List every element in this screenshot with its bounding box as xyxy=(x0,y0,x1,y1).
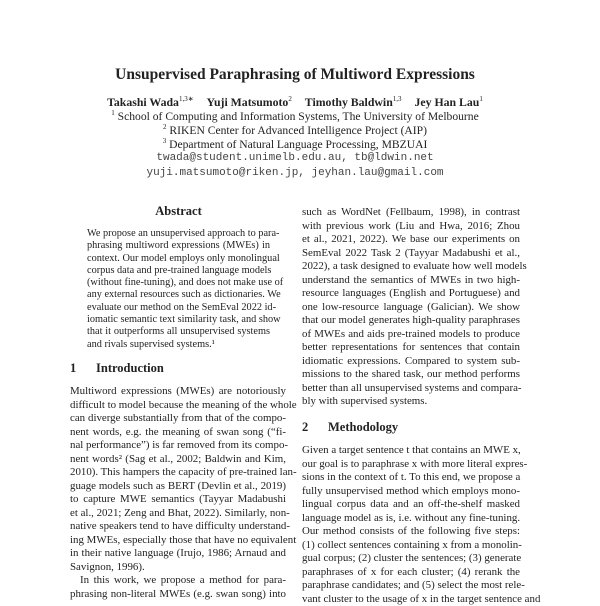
text-line: et al., 2021, 2022). We base our experiments on xyxy=(302,233,520,247)
text-line: We propose an unsupervised approach to para- xyxy=(87,228,270,240)
author-name: Takashi Wada xyxy=(107,95,179,109)
author-name: Jey Han Lau xyxy=(414,95,479,109)
text-line: Our method consists of the following five steps: xyxy=(302,525,520,539)
section-heading-introduction xyxy=(70,361,164,376)
text-line: language model as is, i.e. without any fine-tuning. xyxy=(302,512,520,526)
affiliation xyxy=(0,124,590,137)
text-line: (without fine-tuning), and does not make use of xyxy=(87,277,270,289)
text-line: In this work, we propose a method for para- xyxy=(70,574,286,588)
text-line: lingual corpus data and an off-the-shelf masked xyxy=(302,498,520,512)
text-line: native speakers tend to have difficulty understand- xyxy=(70,520,286,534)
author-name: Timothy Baldwin xyxy=(305,95,393,109)
text-line: such as WordNet (Fellbaum, 1998), in contrast xyxy=(302,206,520,220)
text-line: paraphrases of x for each cluster; (4) rerank the xyxy=(302,566,520,580)
text-line: context. Our model employs only monolingual xyxy=(87,253,270,265)
introduction-body xyxy=(70,385,286,601)
text-line: et al., 2021; Zeng and Bhat, 2022). Similarly, non- xyxy=(70,507,286,521)
text-line: that our model generates high-quality paraphrases xyxy=(302,314,520,328)
author-name: Yuji Matsumoto xyxy=(207,95,289,109)
text-line: SemEval 2022 Task 2 (Tayyar Madabushi et al., xyxy=(302,247,520,261)
text-line: nal performance”) is far removed from its compo- xyxy=(70,439,286,453)
affiliation-text: Department of Natural Language Processing, MBZUAI xyxy=(169,138,427,151)
affiliation-mark: 2 xyxy=(163,123,167,131)
text-line: understand the semantics of MWEs in two high- xyxy=(302,274,520,288)
text-line: 2022), a task designed to evaluate how well models xyxy=(302,260,520,274)
text-line: 2010). This hampers the capacity of pre-trained lan- xyxy=(70,466,286,480)
text-line: better representations for sentences that contain xyxy=(302,341,520,355)
affiliation-text: RIKEN Center for Advanced Intelligence Project (AIP) xyxy=(169,124,427,137)
affiliation xyxy=(0,110,590,123)
section-title: Methodology xyxy=(328,420,398,434)
text-line: Savignon, 1996). xyxy=(70,561,286,575)
text-line: evaluate our method on the SemEval 2022 id- xyxy=(87,302,270,314)
paper-title: Unsupervised Paraphrasing of Multiword Expressions xyxy=(0,66,590,84)
text-line: missions to the shared task, our method performs xyxy=(302,368,520,382)
text-line: fully unsupervised method which employs mono- xyxy=(302,485,520,499)
methodology-body xyxy=(302,444,520,606)
author xyxy=(305,95,402,109)
author-affiliation-mark: 1,3 xyxy=(393,95,402,103)
text-line: our goal is to paraphrase x with more literal expres- xyxy=(302,458,520,472)
email-line: yuji.matsumoto@riken.jp, jeyhan.lau@gmail.com xyxy=(0,167,590,179)
text-line: corpus data and pre-trained language models xyxy=(87,265,270,277)
abstract-heading: Abstract xyxy=(87,204,270,219)
text-line: (1) collect sentences containing x from a monolin- xyxy=(302,539,520,553)
author-affiliation-mark: 1 xyxy=(479,95,483,103)
text-line: Given a target sentence t that contains an MWE x, xyxy=(302,444,520,458)
author xyxy=(207,95,292,109)
text-line: with previous work (Liu and Hwa, 2016; Zhou xyxy=(302,220,520,234)
text-line: better than all unsupervised systems and compara- xyxy=(302,382,520,396)
text-line: phrasing multiword expressions (MWEs) in xyxy=(87,240,270,252)
text-line: and rivals supervised systems.¹ xyxy=(87,339,270,351)
abstract-body xyxy=(87,228,270,351)
author-affiliation-mark: 1,3∗ xyxy=(179,95,194,103)
text-line: Multiword expressions (MWEs) are notoriously xyxy=(70,385,286,399)
text-line: of MWEs and aids pre-trained models to produce xyxy=(302,328,520,342)
affiliation-text: School of Computing and Information Systems, The University of Melbourne xyxy=(118,110,479,123)
text-line: difficult to model because the meaning of the whole xyxy=(70,399,286,413)
text-line: sions in the context of t. To this end, we propose a xyxy=(302,471,520,485)
text-line: that it outperforms all unsupervised systems xyxy=(87,326,270,338)
text-line: nent words, e.g. the meaning of swan song (“fi- xyxy=(70,426,286,440)
introduction-body-continued xyxy=(302,206,520,409)
section-title: Introduction xyxy=(96,361,164,375)
text-line: bly with supervised systems. xyxy=(302,395,520,409)
affiliation-mark: 1 xyxy=(111,109,115,117)
affiliation xyxy=(0,138,590,151)
email-line: twada@student.unimelb.edu.au, tb@ldwin.net xyxy=(0,152,590,164)
text-line: idiomatic expressions. Compared to system sub- xyxy=(302,355,520,369)
text-line: can diverge substantially from that of the compo- xyxy=(70,412,286,426)
text-line: nent words² (Sag et al., 2002; Baldwin and Kim, xyxy=(70,453,286,467)
text-line: phrasing non-literal MWEs (e.g. swan song) into xyxy=(70,588,286,602)
section-number: 1 xyxy=(70,361,96,376)
text-line: any external resources such as dictionaries. We xyxy=(87,289,270,301)
section-heading-methodology xyxy=(302,420,398,435)
text-line: resource languages (English and Portuguese) and xyxy=(302,287,520,301)
text-line: ing MWEs, especially those that have no equivalent xyxy=(70,534,286,548)
text-line: paraphrase candidates; and (5) select the most rele- xyxy=(302,579,520,593)
author xyxy=(107,95,193,109)
text-line: in their native language (Irujo, 1986; Arnaud and xyxy=(70,547,286,561)
author-affiliation-mark: 2 xyxy=(288,95,292,103)
affiliation-mark: 3 xyxy=(163,137,167,145)
text-line: gual corpus; (2) cluster the sentences; (3) generate xyxy=(302,552,520,566)
section-number: 2 xyxy=(302,420,328,435)
author xyxy=(414,95,482,109)
text-line: guage models such as BERT (Devlin et al., 2019) xyxy=(70,480,286,494)
author-list xyxy=(0,95,590,110)
text-line: one low-resource language (Galician). We show xyxy=(302,301,520,315)
text-line: to capture MWE semantics (Tayyar Madabushi xyxy=(70,493,286,507)
text-line: vant cluster to the usage of x in the target sentence and xyxy=(302,593,520,606)
text-line: iomatic semantic text similarity task, and show xyxy=(87,314,270,326)
